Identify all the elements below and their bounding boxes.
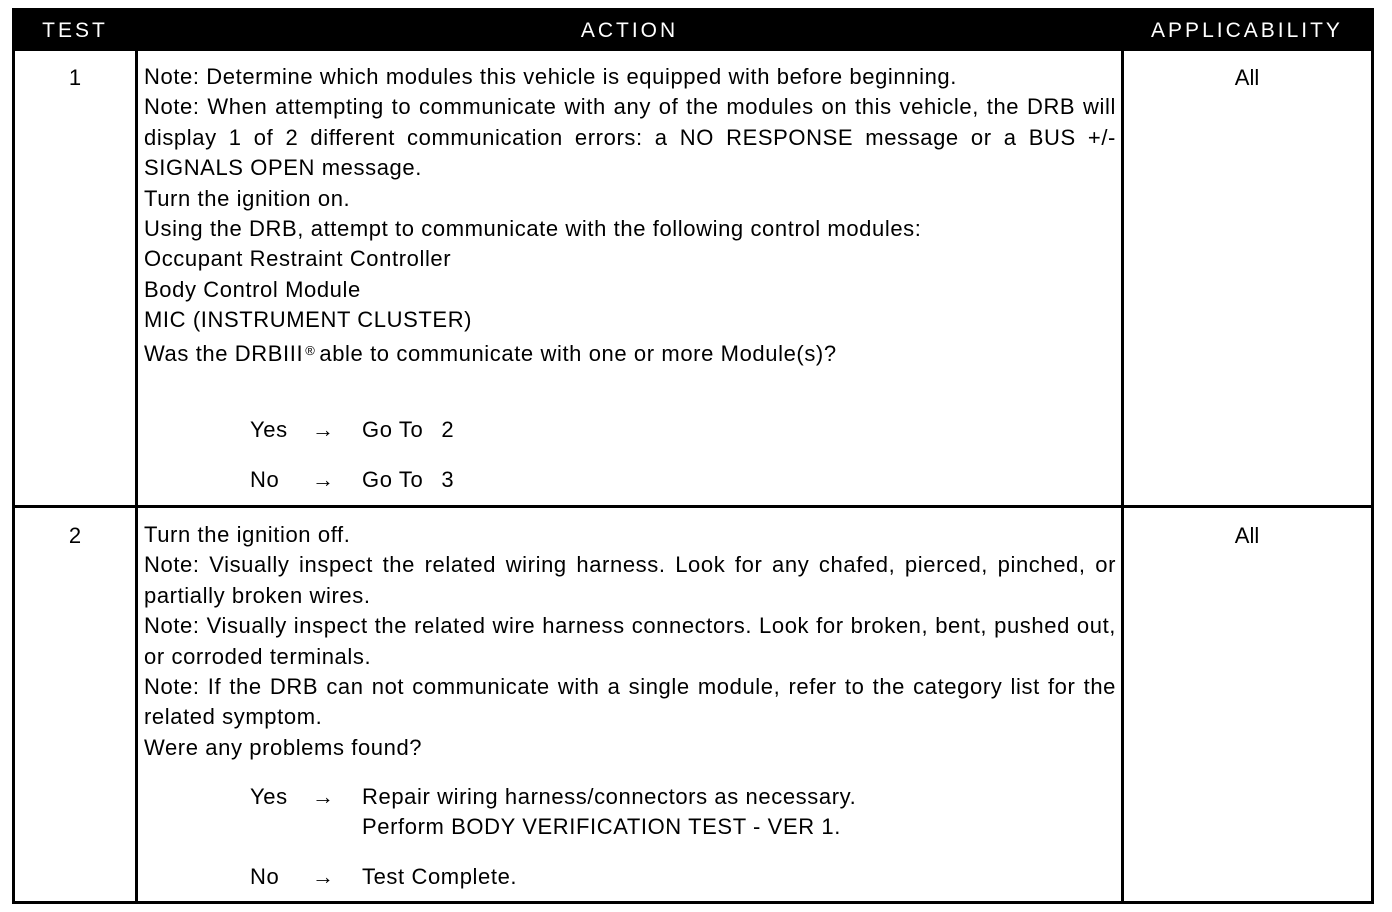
arrow-icon: → bbox=[312, 864, 335, 889]
action-question bbox=[144, 336, 1116, 369]
question-end: able to communicate with one or more Module(s)? bbox=[319, 340, 837, 366]
action-question: Were any problems found? bbox=[144, 734, 423, 760]
arrow-icon: → bbox=[312, 467, 335, 492]
action-note: Note: When attempting to communicate with any of the modules on this vehicle, the DRB will display 1 of 2 different communication errors: a NO RESPONSE message or a BUS +/- SIGNALS OPEN message. bbox=[144, 94, 1116, 181]
choice-answer: Yes bbox=[250, 417, 288, 442]
test-number: 1 bbox=[68, 65, 82, 90]
choice-answer: No bbox=[250, 864, 280, 889]
applicability-value: All bbox=[1234, 65, 1260, 90]
choice-result: Test Complete. bbox=[362, 864, 518, 889]
choice-result: Go To bbox=[362, 467, 424, 492]
action-note: Note: Determine which modules this vehicle is equipped with before beginning. bbox=[144, 64, 957, 89]
action-note: Note: If the DRB can not communicate with a single module, refer to the category list for the related symptom. bbox=[144, 674, 1116, 730]
applicability-value: All bbox=[1234, 523, 1260, 548]
goto-number: 2 bbox=[441, 417, 455, 442]
test-2-action bbox=[144, 520, 1116, 763]
row-divider bbox=[15, 505, 1371, 508]
header-test: TEST bbox=[42, 19, 108, 42]
module-item: Occupant Restraint Controller bbox=[144, 246, 452, 272]
module-item: Body Control Module bbox=[144, 276, 361, 302]
column-divider bbox=[135, 51, 138, 901]
choice-yes bbox=[250, 415, 454, 445]
test-1-action bbox=[144, 62, 1116, 369]
action-note: Note: Visually inspect the related wiring harness. Look for any chafed, pierced, pinched, or partially broken wires. bbox=[144, 552, 1116, 608]
question-start: Was the DRBIII bbox=[144, 340, 304, 366]
action-note: Note: Visually inspect the related wire harness connectors. Look for broken, bent, pushed out, or corroded terminals. bbox=[144, 613, 1116, 669]
choice-answer: Yes bbox=[250, 784, 288, 809]
result-line: Perform BODY VERIFICATION TEST - VER 1. bbox=[362, 814, 841, 839]
header-action: ACTION bbox=[580, 19, 679, 42]
diagnostic-test-table bbox=[12, 8, 1374, 904]
goto-number: 3 bbox=[441, 467, 455, 492]
choice-no bbox=[250, 862, 517, 892]
header-applicability: APPLICABILITY bbox=[1151, 19, 1343, 42]
choice-no bbox=[250, 465, 454, 495]
action-step: Using the DRB, attempt to communicate with the following control modules: bbox=[144, 216, 922, 242]
action-step: Turn the ignition on. bbox=[144, 185, 351, 211]
registered-mark: ® bbox=[305, 342, 316, 358]
test-number: 2 bbox=[68, 523, 82, 548]
choice-answer: No bbox=[250, 467, 280, 492]
table-header bbox=[15, 11, 1371, 51]
choice-result bbox=[362, 782, 856, 842]
choice-yes bbox=[250, 782, 856, 842]
arrow-icon: → bbox=[312, 784, 335, 809]
action-step: Turn the ignition off. bbox=[144, 522, 351, 547]
arrow-icon: → bbox=[312, 417, 335, 442]
result-line: Repair wiring harness/connectors as necessary. bbox=[362, 784, 857, 809]
column-divider bbox=[1121, 51, 1124, 901]
choice-result: Go To bbox=[362, 417, 424, 442]
module-item: MIC (INSTRUMENT CLUSTER) bbox=[144, 307, 473, 333]
